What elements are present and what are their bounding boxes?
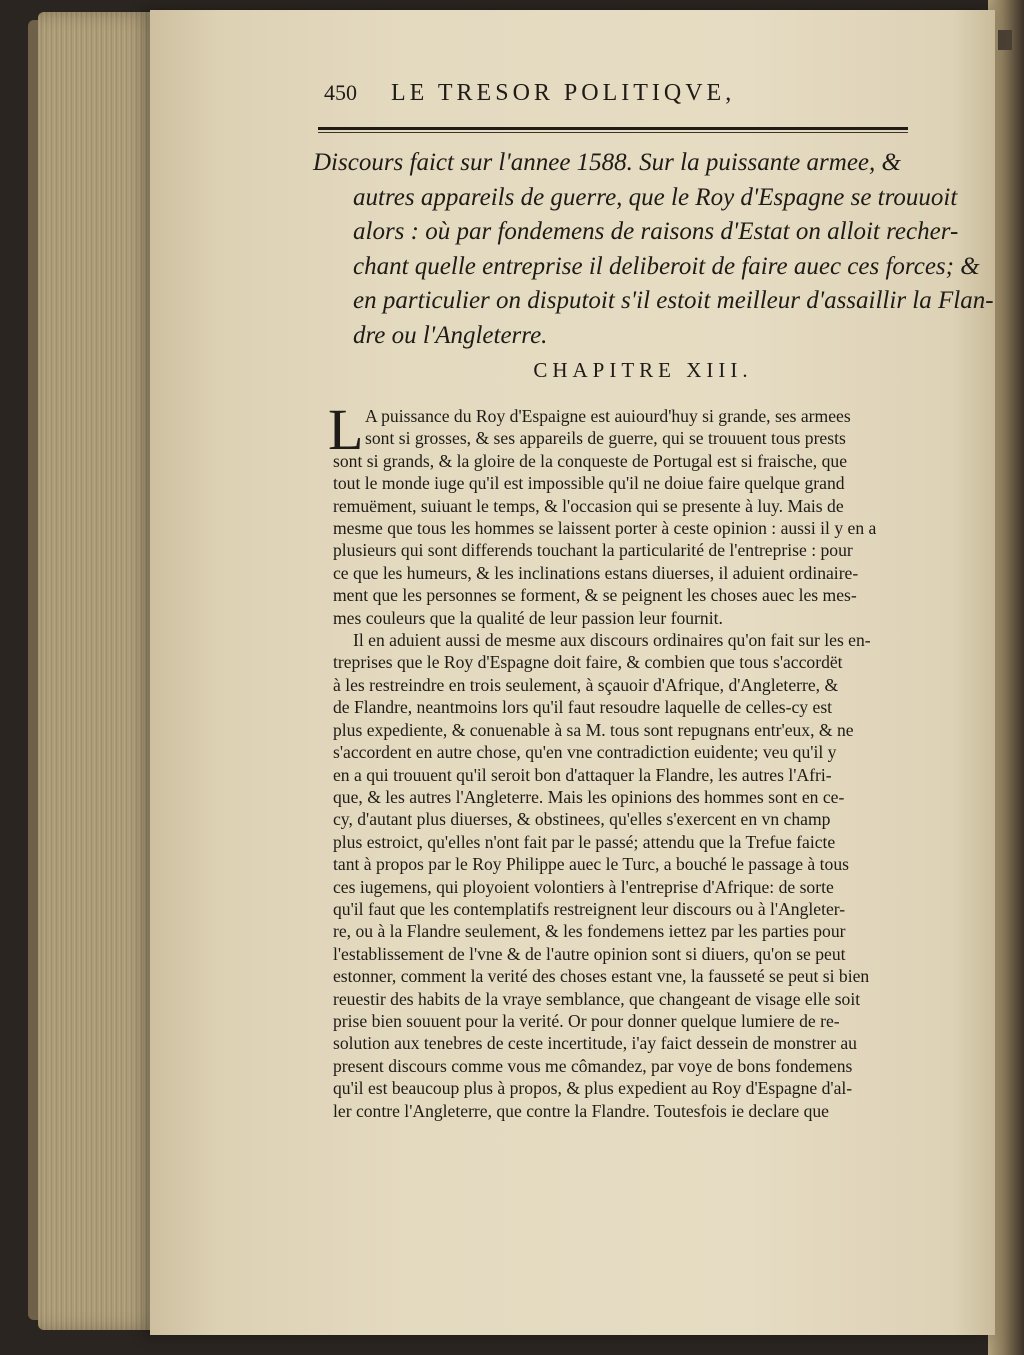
chapter-heading: CHAPITRE XIII. <box>533 358 753 382</box>
discourse-line: dre ou l'Angleterre. <box>353 321 548 349</box>
discourse-line: chant quelle entreprise il deliberoit de faire auec ces forces; & <box>353 252 980 280</box>
text-line: sont si grosses, & ses appareils de guerre, qui se trouuent tous prests <box>365 428 846 449</box>
text-line: qu'il est beaucoup plus à propos, & plus expedient au Roy d'Espagne d'al- <box>333 1078 853 1099</box>
binding-clip <box>998 30 1012 50</box>
text-line: ce que les humeurs, & les inclinations estans diuerses, il aduient ordinaire- <box>333 562 859 583</box>
running-title: LE TRESOR POLITIQVE, <box>391 80 736 106</box>
text-line: cy, d'autant plus diuerses, & obstinees, qu'elles s'exercent en vn champ <box>333 809 831 830</box>
text-line: estonner, comment la verité des choses estant vne, la fausseté se peut si bien <box>333 966 870 987</box>
text-line: ler contre l'Angleterre, que contre la Flandre. Toutesfois ie declare que <box>333 1100 829 1121</box>
text-line: present discours comme vous me cômandez, par voye de bons fondemens <box>333 1055 853 1076</box>
text-line: treprises que le Roy d'Espagne doit faire, & combien que tous s'accordët <box>333 652 843 673</box>
body-text <box>328 397 973 1122</box>
discourse-heading <box>313 146 994 353</box>
page-number: 450 <box>324 80 357 105</box>
text-line: mesme que tous les hommes se laissent porter à ceste opinion : aussi il y en a <box>333 518 877 539</box>
text-line: plus expediente, & conuenable à sa M. tous sont repugnans entr'eux, & ne <box>333 719 854 740</box>
header-rule-thin <box>318 132 908 133</box>
text-line: prise bien souuent pour la verité. Or pour donner quelque lumiere de re- <box>333 1010 840 1031</box>
text-line: A puissance du Roy d'Espaigne est auiourd'huy si grande, ses armees <box>365 406 851 426</box>
text-line: mes couleurs que la qualité de leur passion leur fournit. <box>333 607 723 628</box>
text-line: tout le monde iuge qu'il est impossible qu'il ne doiue faire quelque grand <box>333 473 845 494</box>
text-line: l'establissement de l'vne & de l'autre opinion sont si diuers, qu'on se peut <box>333 943 846 964</box>
header-rule <box>318 127 908 130</box>
text-line: reuestir des habits de la vraye semblance, que changeant de visage elle soit <box>333 988 861 1009</box>
discourse-line: en particulier on disputoit s'il estoit meilleur d'assaillir la Flan- <box>353 287 994 314</box>
text-line: plusieurs qui sont differends touchant la particularité de l'entreprise : pour <box>333 540 853 561</box>
text-line: tant à propos par le Roy Philippe auec le Turc, a bouché le passage à tous <box>333 854 849 875</box>
discourse-line: Discours faict sur l'annee 1588. Sur la puissante armee, & <box>313 149 901 176</box>
text-line: sont si grands, & la gloire de la conqueste de Portugal est si fraische, que <box>333 450 847 471</box>
discourse-line: autres appareils de guerre, que le Roy d'Espagne se trouuoit <box>353 183 958 211</box>
text-line: plus estroict, qu'elles n'ont fait par le passé; attendu que la Trefue faicte <box>333 831 836 852</box>
discourse-line: alors : où par fondemens de raisons d'Estat on alloit recher- <box>353 218 959 245</box>
text-line: ment que les personnes se forment, & se peignent les choses auec les mes- <box>333 585 857 606</box>
text-line: en a qui trouuent qu'il seroit bon d'attaquer la Flandre, les autres l'Afri- <box>333 764 832 785</box>
text-line: re, ou à la Flandre seulement, & les fondemens iettez par les parties pour <box>333 921 846 942</box>
text-line: de Flandre, neantmoins lors qu'il faut resoudre laquelle de celles-cy est <box>333 697 833 718</box>
text-line: qu'il faut que les contemplatifs restreignent leur discours ou à l'Angleter- <box>333 898 846 919</box>
running-head <box>188 80 963 114</box>
page-content <box>188 80 994 1121</box>
text-line: que, & les autres l'Angleterre. Mais les opinions des hommes sont en ce- <box>333 786 845 807</box>
text-line: Il en aduient aussi de mesme aux discours ordinaires qu'on fait sur les en- <box>353 630 871 651</box>
text-line: solution aux tenebres de ceste incertitude, i'ay faict dessein de monstrer au <box>333 1033 857 1054</box>
text-line: à les restreindre en trois seulement, à sçauoir d'Afrique, d'Angleterre, & <box>333 674 839 695</box>
text-line: remuëment, suiuant le temps, & l'occasion qui se presente à luy. Mais de <box>333 495 844 516</box>
text-line: s'accordent en autre chose, qu'en vne contradiction euidente; veu qu'il y <box>333 742 837 763</box>
text-line: ces iugemens, qui ployoient volontiers à l'entreprise d'Afrique: de sorte <box>333 876 834 897</box>
drop-cap: L <box>328 397 364 462</box>
